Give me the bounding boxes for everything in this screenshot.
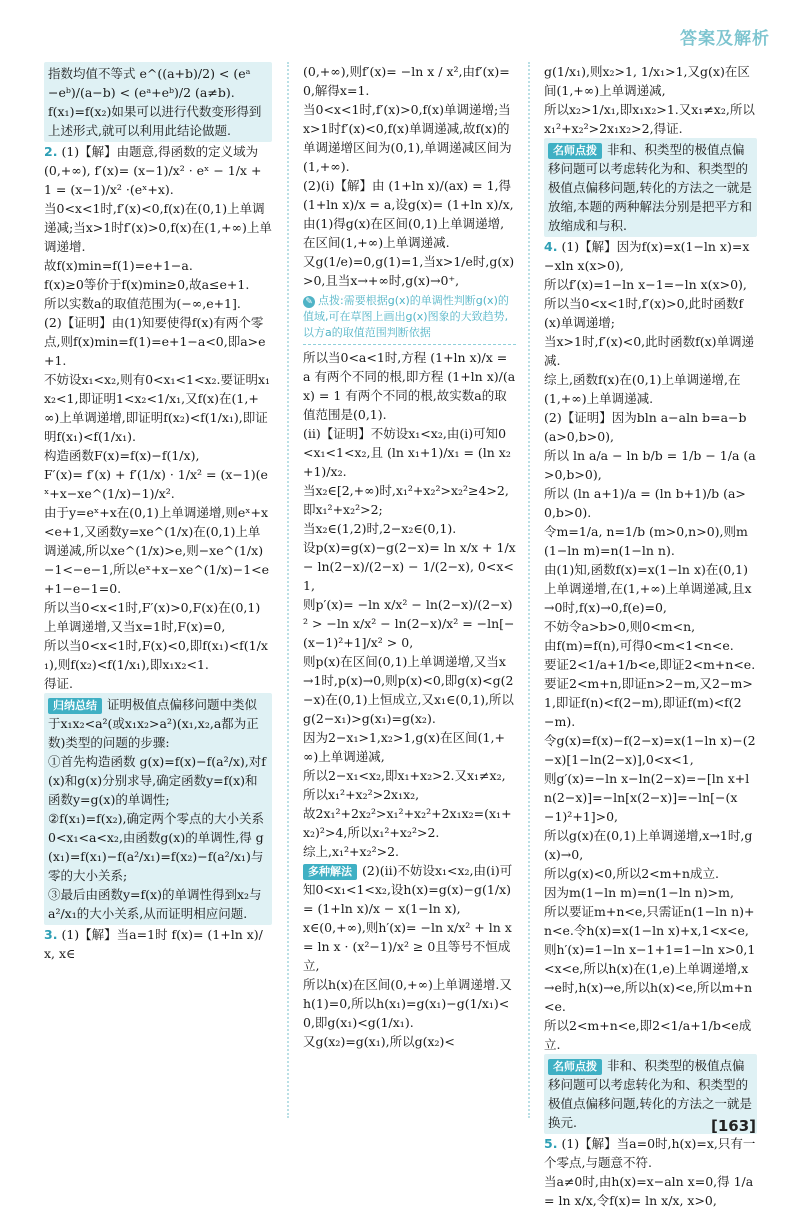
paragraph: 要证2<1/a+1/b<e,即证2<m+n<e.: [544, 657, 756, 672]
paragraph: 则g′(x)=−ln x−ln(2−x)=−[ln x+ln(2−x)]=−ln[x(2−x)]=−ln[−(x−1)²+1]>0,: [544, 771, 750, 824]
paragraph: 所以当0<x<1时,F(x)<0,即f(x₁)<f(1/x₁),则f(x₂)<f(1/x₁),即x₁x₂<1.: [44, 638, 268, 672]
paragraph: (0,+∞),则f′(x)= −ln x / x²,由f′(x)=0,解得x=1.: [303, 64, 510, 98]
question-2: [44, 142, 272, 199]
paragraph: 所以g(x)<0,所以2<m+n成立.: [544, 866, 719, 881]
paragraph: 故2x₁²+2x₂²>x₁²+x₂²+2x₁x₂=(x₁+x₂)²>4,所以x₁²+x₂²>2.: [303, 806, 512, 840]
paragraph: 所以当0<x<1时,f′(x)>0,此时函数f(x)单调递增;: [544, 296, 744, 330]
paragraph: 设p(x)=g(x)−g(2−x)= ln x/x + 1/x − ln(2−x)/(2−x) − 1/(2−x), 0<x<1,: [303, 540, 516, 593]
paragraph: 所以g(x)在(0,1)上单调递增,x→1时,g(x)→0,: [544, 828, 753, 862]
paragraph: 所以x₂>1/x₁,即x₁x₂>1.又x₁≠x₂,所以x₁²+x₂²>2x₁x₂>2,得证.: [544, 102, 755, 136]
paragraph: 证明极值点偏移问题中类似于x₁x₂<a²(或x₁x₂>a²)(x₁,x₂,a都为正数)类型的问题的步骤:: [48, 697, 259, 750]
hint-icon: ✎: [303, 296, 315, 308]
paragraph: x∈(0,+∞),则h′(x)= −ln x/x² + ln x = ln x · (x²−1)/x² ≥ 0且等号不恒成立,: [303, 920, 512, 973]
paragraph: 又g(1/e)=0,g(1)=1,当x>1/e时,g(x)>0,且当x→+∞时,g(x)→0⁺,: [303, 254, 515, 288]
paragraph: 所以当0<a<1时,方程 (1+ln x)/x = a 有两个不同的根,即方程 (1+ln x)/(ax) = 1 有两个不同的根,故实数a的取值范围是(0,1).: [303, 350, 516, 422]
question-number: 3.: [44, 927, 58, 942]
paragraph: (2)(i)【解】由 (1+ln x)/(ax) = 1,得 (1+ln x)/x = a,设g(x)= (1+ln x)/x,: [303, 178, 514, 212]
paragraph: 综上,函数f(x)在(0,1)上单调递增,在(1,+∞)上单调递减.: [544, 372, 741, 406]
paragraph: 故f(x)min=f(1)=e+1−a.: [44, 258, 193, 273]
paragraph: 则p(x)在区间(0,1)上单调递增,又当x→1时,p(x)→0,则p(x)<0,即g(x)<g(2−x)在(0,1)上恒成立,又x₁∈(0,1),所以g(2−x₁)>g(x₁)=g(x₂).: [303, 654, 514, 726]
question-number: 5.: [544, 1136, 558, 1151]
paragraph: 当x>1时,f′(x)<0,此时函数f(x)单调递减.: [544, 334, 755, 368]
paragraph: 当a≠0时,由h(x)=x−aln x=0,得 1/a = ln x/x,令f(x)= ln x/x, x>0,: [544, 1174, 754, 1208]
tip-tag: 名师点拨: [548, 143, 602, 159]
paragraph: 由(1)得g(x)在区间(0,1)上单调递增,在区间(1,+∞)上单调递减.: [303, 216, 505, 250]
paragraph: 所以2<m+n<e,即2<1/a+1/b<e成立.: [544, 1018, 752, 1052]
paragraph: 得证.: [44, 676, 73, 691]
paragraph: 不妨设x₁<x₂,则有0<x₁<1<x₂.要证明x₁x₂<1,即证明1<x₂<1/x₁,又f(x)在(1,+∞)上单调递增,即证明f(x₂)<f(1/x₁),即证明f(x₁)<f(1/x₁).: [44, 372, 271, 444]
paragraph: 所以2−x₁<x₂,即x₁+x₂>2.又x₁≠x₂,所以x₁²+x₂²>2x₁x₂,: [303, 768, 506, 802]
paragraph: 所以当0<x<1时,F′(x)>0,F(x)在(0,1)上单调递增,又当x=1时,F(x)=0,: [44, 600, 261, 634]
column-divider: [287, 62, 289, 1118]
paragraph: (1)【解】当a=0时,h(x)=x,只有一个零点,与题意不符.: [544, 1136, 756, 1170]
paragraph: (1)【解】因为f(x)=x(1−ln x)=x−xln x(x>0),: [544, 239, 750, 273]
paragraph: 非和、积类型的极值点偏移问题可以考虑转化为和、积类型的极值点偏移问题,转化的方法之一就是放缩,本题的两种解法分别是把平方和放缩成和与积.: [548, 142, 752, 233]
paragraph: (2)【证明】因为bln a−aln b=a−b(a>0,b>0),: [544, 410, 747, 444]
question-3: [44, 925, 272, 963]
paragraph: (1)【解】由题意,得函数的定义域为(0,+∞), f′(x)= (x−1)/x² · eˣ − 1/x + 1 = (x−1)/x² ·(eˣ+x).: [44, 144, 262, 197]
summary-box: [44, 693, 272, 925]
paragraph: 当0<x<1时,f′(x)>0,f(x)单调递增;当x>1时f′(x)<0,f(x)单调递减,故f(x)的单调递增区间为(0,1),单调递减区间为(1,+∞).: [303, 102, 512, 174]
paragraph: 因为2−x₁>1,x₂>1,g(x)在区间(1,+∞)上单调递减,: [303, 730, 505, 764]
paragraph: 指数均值不等式 e^((a+b)/2) < (eᵃ−eᵇ)/(a−b) < (eᵃ+eᵇ)/2 (a≠b).: [48, 66, 251, 100]
paragraph: 非和、积类型的极值点偏移问题可以考虑转化为和、积类型的极值点偏移问题,转化的方法之一就是换元.: [548, 1058, 752, 1130]
paragraph: 所以要证m+n<e,只需证n(1−ln n)+n<e.令h(x)=x(1−ln x)+x,1<x<e,: [544, 904, 755, 938]
paragraph: 构造函数F(x)=f(x)−f(1/x),: [44, 448, 200, 463]
paragraph: 由(1)知,函数f(x)=x(1−ln x)在(0,1)上单调递增,在(1,+∞)上单调递减,且x→0时,f(x)→0,f(e)=0,: [544, 562, 752, 615]
tip-tag: 名师点拨: [548, 1059, 602, 1075]
paragraph: f(x₁)=f(x₂)如果可以进行代数变形得到上述形式,就可以利用此结论做题.: [48, 104, 262, 138]
paragraph: 又g(x₂)=g(x₁),所以g(x₂)<: [303, 1034, 455, 1049]
multi-solution-tag: 多种解法: [303, 864, 357, 880]
paragraph: 则p′(x)= −ln x/x² − ln(2−x)/(2−x)² > −ln x/x² − ln(2−x)/x² = −ln[−(x−1)²+1]/x² > 0,: [303, 597, 515, 650]
paragraph: ③最后由函数y=f(x)的单调性得到x₂与a²/x₁的大小关系,从而证明相应问题.: [48, 887, 262, 921]
paragraph: 由于y=eˣ+x在(0,1)上单调递增,则eˣ+x<e+1,又函数y=xe^(1/x)在(0,1)上单调递减,所以xe^(1/x)>e,则−xe^(1/x)−1<−e−1,所以eˣ+x−xe^(1/x)−1<e+1−e−1=0.: [44, 505, 270, 596]
paragraph: 当0<x<1时,f′(x)<0,f(x)在(0,1)上单调递减;当x>1时f′(x)>0,f(x)在(1,+∞)上单调递增.: [44, 201, 272, 254]
paragraph: 当x₂∈(1,2)时,2−x₂∈(0,1).: [303, 521, 457, 536]
column-divider: [528, 62, 530, 1118]
paragraph: (2)【证明】由(1)知要使得f(x)有两个零点,则f(x)min=f(1)=e+1−a<0,即a>e+1.: [44, 315, 266, 368]
paragraph: 令m=1/a, n=1/b (m>0,n>0),则m(1−ln m)=n(1−ln n).: [544, 524, 748, 558]
question-number: 4.: [544, 239, 558, 254]
paragraph: 由f(m)=f(n),可得0<m<1<n<e.: [544, 638, 734, 653]
paragraph: ②f(x₁)=f(x₂),确定两个零点的大小关系0<x₁<a<x₂,由函数g(x)的单调性,得 g(x₁)=f(x₁)−f(a²/x₁)=f(x₂)−f(a²/x₁)与零的大小关系;: [48, 811, 265, 883]
paragraph: 所以 (ln a+1)/a = (ln b+1)/b (a>0,b>0).: [544, 486, 746, 520]
paragraph: ①首先构造函数 g(x)=f(x)−f(a²/x),对f(x)和g(x)分别求导,确定函数y=f(x)和函数y=g(x)的单调性;: [48, 754, 266, 807]
column-right: [544, 62, 757, 1210]
paragraph: f(x)≥0等价于f(x)min≥0,故a≤e+1.: [44, 277, 250, 292]
paragraph: 所以f′(x)=1−ln x−1=−ln x(x>0),: [544, 277, 747, 292]
column-middle: [303, 62, 516, 1051]
section-header: 答案及解析: [680, 29, 770, 49]
intro-box: [44, 62, 272, 142]
hint-text: 点拨:需要根据g(x)的单调性判断g(x)的值域,可在草图上画出g(x)图象的大致趋势,以方a的取值范围判断依据: [303, 294, 509, 339]
paragraph: 综上,x₁²+x₂²>2.: [303, 844, 399, 859]
question-4: [544, 237, 757, 275]
paragraph: 要证2<m+n,即证n>2−m,又2−m>1,即证f(n)<f(2−m),即证f(m)<f(2−m).: [544, 676, 753, 729]
paragraph: (2)(ii)不妨设x₁<x₂,由(i)可知0<x₁<1<x₂,设h(x)=g(x)−g(1/x)= (1+ln x)/x − x(1−ln x),: [303, 863, 513, 916]
paragraph: 所以 ln a/a − ln b/b = 1/b − 1/a (a>0,b>0),: [544, 448, 756, 482]
page-number: [163]: [710, 1117, 756, 1135]
paragraph: 因为m(1−ln m)=n(1−ln n)>m,: [544, 885, 734, 900]
tip-box: [544, 138, 757, 237]
paragraph: (ii)【证明】不妨设x₁<x₂,由(i)可知0<x₁<1<x₂,且 (ln x₁+1)/x₁ = (ln x₂+1)/x₂.: [303, 426, 511, 479]
summary-tag: 归纳总结: [48, 698, 102, 714]
paragraph: 所以h(x)在区间(0,+∞)上单调递增.又h(1)=0,所以h(x₁)=g(x₁)−g(1/x₁)<0,即g(x₁)<g(1/x₁).: [303, 977, 512, 1030]
paragraph: g(1/x₁),则x₂>1, 1/x₁>1,又g(x)在区间(1,+∞)上单调递减,: [544, 64, 750, 98]
paragraph: 不妨令a>b>0,则0<m<n,: [544, 619, 696, 634]
question-5: [544, 1134, 757, 1172]
paragraph: (1)【解】当a=1时 f(x)= (1+ln x)/x, x∈: [44, 927, 263, 961]
question-number: 2.: [44, 144, 58, 159]
paragraph: 当x₂∈[2,+∞)时,x₁²+x₂²>x₂²≥4>2,即x₁²+x₂²>2;: [303, 483, 509, 517]
paragraph: 所以实数a的取值范围为(−∞,e+1].: [44, 296, 241, 311]
paragraph: 令g(x)=f(x)−f(2−x)=x(1−ln x)−(2−x)[1−ln(2−x)],0<x<1,: [544, 733, 756, 767]
paragraph: F′(x)= f′(x) + f′(1/x) · 1/x² = (x−1)(eˣ+x−xe^(1/x)−1)/x².: [44, 467, 268, 501]
hint-note: [303, 293, 516, 345]
column-left: [44, 62, 272, 963]
paragraph: 则h′(x)=1−ln x−1+1=1−ln x>0,1<x<e,所以h(x)在(1,e)上单调递增,x→e时,h(x)→e,所以h(x)<e,所以m+n<e.: [544, 942, 756, 1014]
